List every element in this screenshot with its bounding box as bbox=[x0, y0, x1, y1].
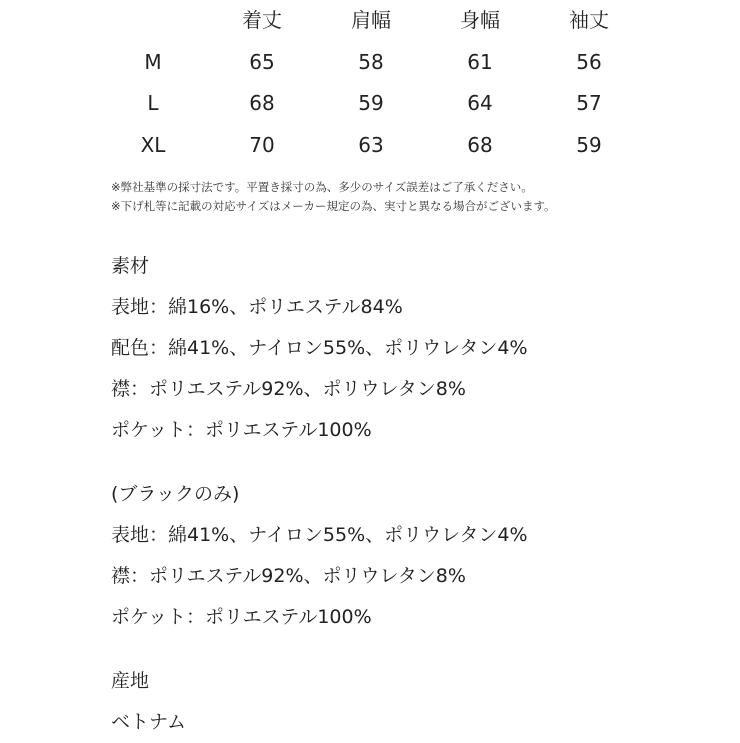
table-cell: 58 bbox=[358, 50, 384, 74]
material-section bbox=[111, 246, 528, 743]
material-line: ポケット：ポリエステル100% bbox=[111, 419, 372, 441]
material-line: 襟：ポリエステル92%、ポリウレタン8% bbox=[111, 565, 466, 587]
table-cell: 70 bbox=[249, 133, 275, 157]
table-cell: 68 bbox=[249, 91, 275, 115]
table-cell: 65 bbox=[249, 50, 275, 74]
size-label: L bbox=[147, 91, 159, 115]
material-line: 表地：綿16%、ポリエステル84% bbox=[111, 296, 403, 318]
table-cell: 56 bbox=[576, 50, 602, 74]
note-line: ※弊社基準の採寸法です。平置き採寸の為、多少のサイズ誤差はご了承ください。 bbox=[111, 180, 533, 194]
header-body-width: 身幅 bbox=[460, 8, 500, 32]
black-only-heading: (ブラックのみ) bbox=[111, 483, 240, 505]
table-cell: 57 bbox=[576, 91, 602, 115]
material-line: 配色：綿41%、ナイロン55%、ポリウレタン4% bbox=[111, 337, 528, 359]
header-length: 着丈 bbox=[242, 8, 282, 32]
table-cell: 68 bbox=[467, 133, 493, 157]
table-cell: 59 bbox=[358, 91, 384, 115]
table-cell: 64 bbox=[467, 91, 493, 115]
header-sleeve: 袖丈 bbox=[569, 8, 609, 32]
origin-value: ベトナム bbox=[111, 711, 187, 733]
table-cell: 59 bbox=[576, 133, 602, 157]
material-line: ポケット：ポリエステル100% bbox=[111, 606, 372, 628]
origin-heading: 産地 bbox=[111, 670, 150, 692]
table-cell: 61 bbox=[467, 50, 493, 74]
material-line: 表地：綿41%、ナイロン55%、ポリウレタン4% bbox=[111, 524, 528, 546]
section-spacer bbox=[111, 451, 528, 474]
size-label: M bbox=[144, 50, 162, 74]
material-line: 襟：ポリエステル92%、ポリウレタン8% bbox=[111, 378, 466, 400]
size-label: XL bbox=[140, 133, 166, 157]
materials-heading: 素材 bbox=[111, 255, 150, 277]
table-cell: 63 bbox=[358, 133, 384, 157]
header-shoulder: 肩幅 bbox=[351, 8, 391, 32]
section-spacer bbox=[111, 638, 528, 661]
measurement-notes bbox=[111, 178, 556, 216]
note-line: ※下げ札等に記載の対応サイズはメーカー規定の為、実寸と異なる場合がございます。 bbox=[111, 199, 556, 213]
